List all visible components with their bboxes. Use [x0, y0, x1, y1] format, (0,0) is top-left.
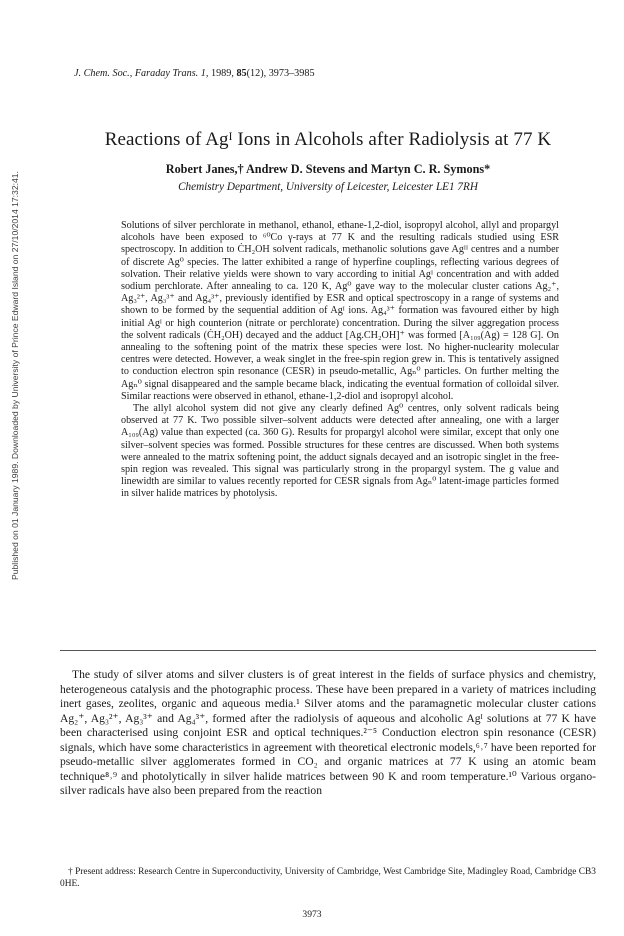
abstract	[121, 220, 559, 501]
section-divider	[60, 650, 596, 651]
abstract-paragraph-2: The allyl alcohol system did not give any clearly defined Ag⁰ centres, only solvent radicals being observed at 77 K. Two possible silver–solvent adducts were detected after annealing, one with a larger A₁₀₉(Ag) value than expected (ca. 360 G). Results for propargyl alcohol were similar, except that only one silver–solvent species was formed. Possible structures for these centres are discussed. When both systems were annealed to the matrix softening point, the adduct signals decayed and an isotropic singlet in the free-spin region was revealed. This signal was particularly strong in the propargyl system. The g value and linewidth are similar to values recently reported for CESR signals from Agₙ⁰ latent-image particles formed in silver halide matrices by photolysis.	[121, 403, 559, 500]
citation-year: 1989,	[210, 68, 234, 79]
citation-volume: 85	[236, 68, 247, 79]
paper-authors: Robert Janes,† Andrew D. Stevens and Martyn C. R. Symons*	[165, 162, 491, 176]
citation-pages: (12), 3973–3985	[246, 68, 315, 79]
abstract-paragraph-1: Solutions of silver perchlorate in methanol, ethanol, ethane-1,2-diol, isopropyl alcohol, allyl and propargyl alcohols have been exposed to ⁶⁰Co γ-rays at 77 K and the resulting radicals studied using ESR spectroscopy. In addition to ĊH₂OH solvent radicals, methanolic solutions gave Agᴵᴵ centres and a number of discrete Ag⁰ species. The latter exhibited a range of hyperfine couplings, reflecting various degrees of solvation. Their relative yields were shown to vary according to initial Agᴵ concentration and with added sodium perchlorate. After annealing to ca. 120 K, Ag⁰ gave way to the molecular cluster cations Ag₂⁺, Ag₃²⁺, Ag₃³⁺ and Ag₄³⁺, previously identified by ESR and optical spectroscopy in a range of systems and shown to be formed by the sequential addition of Agᴵ ions. Ag₄³⁺ formation was favoured either by high initial Agᴵ or high counterion (nitrate or perchlorate) concentration. During the silver aggregation process the solvent radicals (ĊH₂OH) decayed and the adduct [Ag.CH₂OH]⁺ was formed [A₁₀₉(Ag) = 128 G]. On annealing to the softening point of the matrix these species were lost. No higher-nuclearity molecular centres were detected. However, a weak singlet in the free-spin region grew in. This is tentatively assigned to conduction electron spin resonance (CESR) in pseudo-metallic, Agₙ⁰ particles. On further melting the Agₙ⁰ signal disappeared and the sample became black, indicating the eventual formation of colloidal silver. Similar reactions were observed in ethanol, ethane-1,2-diol and isopropyl alcohol.	[121, 220, 559, 402]
download-watermark	[0, 0, 20, 936]
paper-affiliation: Chemistry Department, University of Leicester, Leicester LE1 7RH	[178, 181, 478, 193]
paper-title: Reactions of Agᴵ Ions in Alcohols after Radiolysis at 77 K	[104, 129, 552, 150]
page-number: 3973	[302, 909, 322, 920]
download-watermark-text: Published on 01 January 1989. Downloaded by University of Prince Edward Island on 27/10/2014 17:32:41.	[10, 171, 20, 580]
body-paragraph: The study of silver atoms and silver clusters is of great interest in the fields of surface physics and chemistry, heterogeneous catalysis and the photographic process. These have been prepared in a variety of matrices including inert gases, zeolites, organic and aqueous media.¹ Silver atoms and the paramagnetic molecular cluster cations Ag₂⁺, Ag₃²⁺, Ag₃³⁺ and Ag₄³⁺, formed after the radiolysis of aqueous and alcoholic Agᴵ solutions at 77 K have been characterised using conjoint ESR and optical techniques.²⁻⁵ Conduction electron spin resonance (CESR) signals, which have some characteristics in agreement with theoretical electronic models,⁶˒⁷ have been reported for pseudo-metallic silver agglomerates formed in CO₂ and organic matrices at 77 K using an atomic beam technique⁸˒⁹ and photolytically in silver halide matrices between 90 K and room temperature.¹⁰ Various organo-silver radicals have also been prepared from the reaction	[60, 668, 596, 797]
citation-journal: J. Chem. Soc., Faraday Trans. 1,	[74, 68, 209, 79]
footnote-text: † Present address: Research Centre in Superconductivity, University of Cambridge, West Cambridge Site, Madingley Road, Cambridge CB3 0HE.	[60, 867, 596, 889]
journal-citation	[74, 68, 315, 79]
body-text	[60, 668, 596, 799]
footnote	[60, 867, 596, 890]
